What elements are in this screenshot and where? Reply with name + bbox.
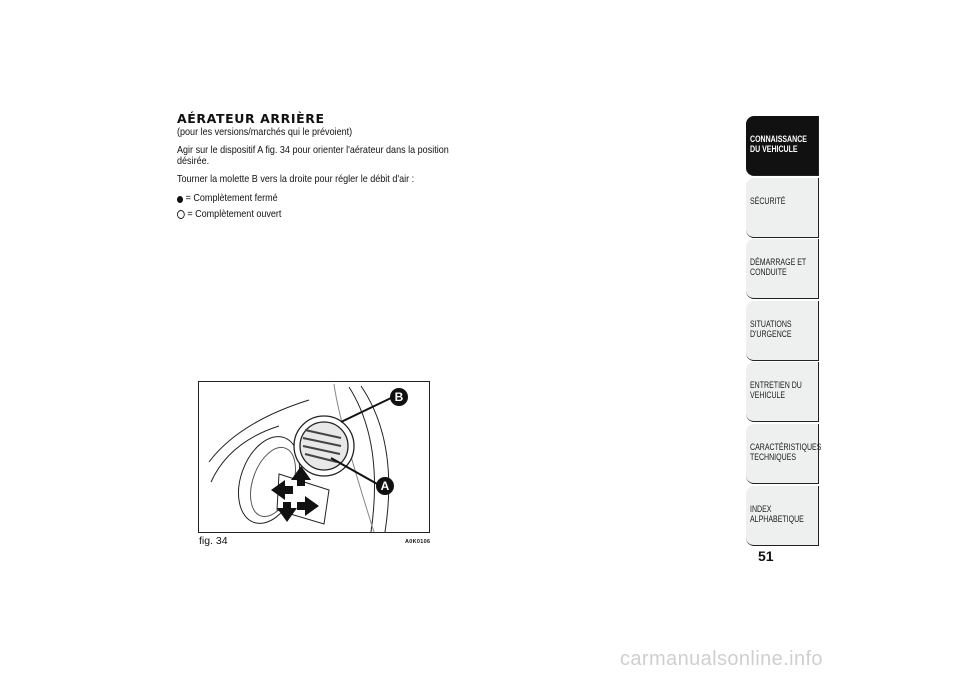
tab-label: CARACTÉRISTIQUES TECHNIQUES: [750, 441, 822, 462]
tab-connaissance-du-vehicule[interactable]: [746, 116, 819, 176]
tab-label: CONNAISSANCE DU VEHICULE: [750, 134, 807, 154]
legend-closed-text: = Complètement fermé: [185, 192, 278, 204]
legend-closed: [177, 192, 426, 204]
watermark: carmanualsonline.info: [620, 648, 823, 670]
tab-label: SITUATIONS D'URGENCE: [750, 318, 792, 339]
tab-index-alphabetique[interactable]: [746, 486, 819, 546]
tab-entretien-du-vehicule[interactable]: [746, 362, 819, 422]
section-title: AÉRATEUR ARRIÈRE: [177, 111, 325, 126]
tab-label: INDEX ALPHABETIQUE: [750, 503, 804, 524]
tab-label: SÉCURITÉ: [750, 195, 786, 206]
paragraph-orient: Agir sur le dispositif A fig. 34 pour orienter l'aérateur dans la position désirée.: [177, 144, 449, 167]
tab-label: DÉMARRAGE ET CONDUITE: [750, 257, 807, 278]
vent-figure: [198, 381, 430, 533]
callout-b-label: B: [394, 390, 404, 404]
figure-code: A0K0106: [405, 539, 431, 545]
callout-a-label: A: [380, 479, 390, 493]
legend-open-text: = Complètement ouvert: [187, 208, 282, 220]
page-number: 51: [758, 548, 774, 564]
open-circle-icon: [177, 210, 185, 219]
filled-circle-icon: [177, 196, 183, 203]
tab-situations-d-urgence[interactable]: [746, 301, 819, 361]
tab-label: ENTRETIEN DU VEHICULE: [750, 380, 802, 401]
tab-caracteristiques-techniques[interactable]: [746, 424, 822, 484]
chapter-tabs: [746, 116, 822, 547]
figure-label: fig. 34: [199, 535, 228, 547]
text-content: [177, 112, 467, 224]
vent-illustration: [199, 382, 430, 533]
tab-demarrage-et-conduite[interactable]: [746, 239, 819, 299]
section-subtitle: (pour les versions/marchés qui le prévoient): [177, 126, 353, 138]
legend-open: [177, 208, 426, 220]
tab-securite[interactable]: [746, 178, 819, 238]
paragraph-flow: Tourner la molette B vers la droite pour régler le débit d'air :: [177, 173, 415, 185]
